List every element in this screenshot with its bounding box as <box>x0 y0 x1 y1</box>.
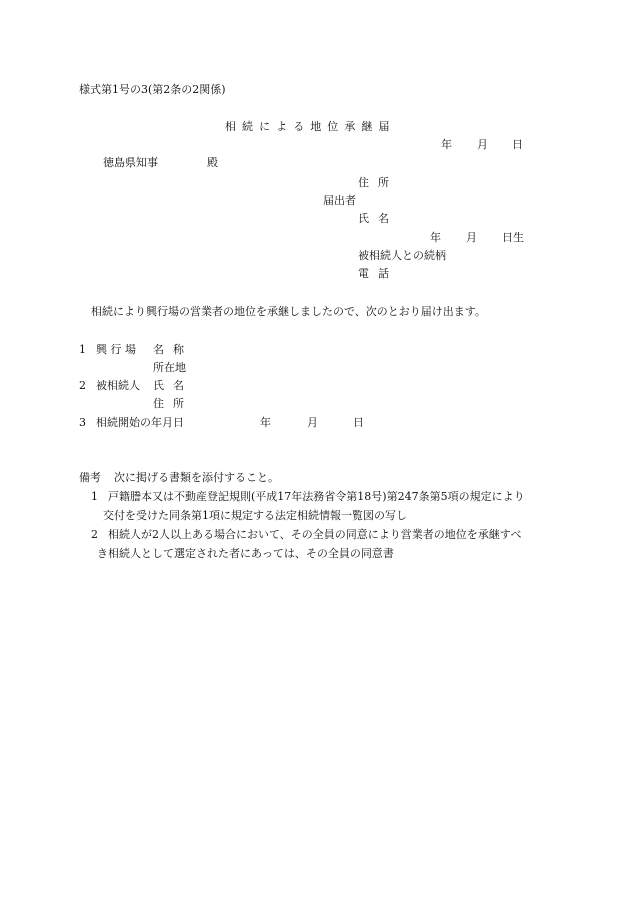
item1-location-label: 所在地 <box>153 361 186 374</box>
item2-name-label: 氏 名 <box>153 379 187 392</box>
form-label: 様式第1号の3(第2条の2関係) <box>79 83 226 96</box>
item2-address-label: 住 所 <box>153 397 187 410</box>
birth-year-label: 年 <box>430 231 441 244</box>
birth-day-label: 日生 <box>502 231 524 244</box>
phone-label: 電 話 <box>358 267 392 280</box>
applicant-name-label: 氏 名 <box>358 212 392 225</box>
note2-line2: き相続人として選定された者にあっては、その全員の同意書 <box>97 547 394 560</box>
item1-name-label: 名 称 <box>153 343 187 356</box>
note1-line2: 交付を受けた同条第1項に規定する法定相続情報一覧図の写し <box>103 509 407 522</box>
date-year-label: 年 <box>441 138 452 151</box>
item1-number: 1 <box>79 343 86 356</box>
addressee-honorific: 殿 <box>207 156 218 169</box>
item1-label: 興 行 場 <box>96 343 136 356</box>
statement-text: 相続により興行場の営業者の地位を承継しましたので、次のとおり届け出ます。 <box>91 305 486 318</box>
remarks-heading: 備考 <box>79 471 101 484</box>
item3-number: 3 <box>79 416 86 429</box>
date-month-label: 月 <box>477 138 488 151</box>
applicant-address-label: 住 所 <box>358 176 392 189</box>
item3-day-label: 日 <box>353 416 364 429</box>
birth-month-label: 月 <box>466 231 477 244</box>
remarks-intro: 次に掲げる書類を添付すること。 <box>114 471 279 484</box>
note1-line1: 戸籍謄本又は不動産登記規則(平成17年法務省令第18号)第247条第5項の規定により <box>108 490 525 503</box>
addressee-governor: 徳島県知事 <box>103 156 158 169</box>
item2-number: 2 <box>79 379 86 392</box>
relation-label: 被相続人との続柄 <box>358 249 446 262</box>
note2-number: 2 <box>91 528 98 541</box>
note1-number: 1 <box>91 490 98 503</box>
item3-year-label: 年 <box>260 416 271 429</box>
date-day-label: 日 <box>512 138 523 151</box>
note2-line1: 相続人が2人以上ある場合において、その全員の同意により営業者の地位を承継すべ <box>108 528 522 541</box>
applicant-role-label: 届出者 <box>323 194 356 207</box>
item2-label: 被相続人 <box>96 379 140 392</box>
document-title: 相続による地位承継届 <box>225 120 396 133</box>
item3-label: 相続開始の年月日 <box>96 416 184 429</box>
item3-month-label: 月 <box>307 416 318 429</box>
